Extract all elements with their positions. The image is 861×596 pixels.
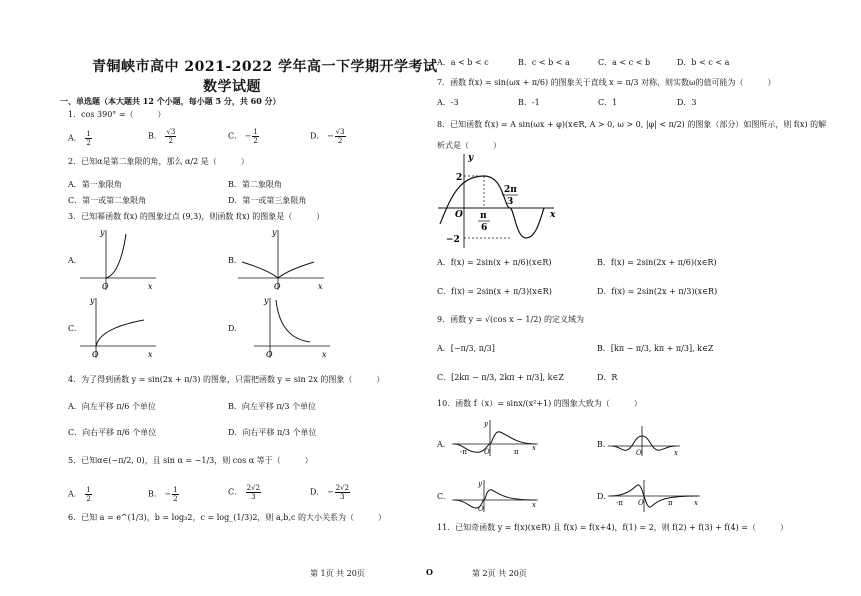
q10-graph-d bbox=[608, 478, 704, 514]
q8-label-o: O bbox=[455, 210, 463, 220]
q10-graph-c bbox=[452, 478, 544, 514]
q11-stem: 11．已知奇函数 y = f(x)(x∈R) 且 f(x) = f(x+4)，f(1) = 2，则 f(2) + f(3) + f(4) =（ ） bbox=[437, 523, 788, 532]
footer-page-right: 第 2页 共 20页 bbox=[472, 569, 527, 578]
q2-option-d: D．第一或第三象限角 bbox=[228, 196, 307, 205]
svg-text:O: O bbox=[484, 448, 490, 456]
svg-text:x: x bbox=[694, 499, 698, 507]
svg-text:x: x bbox=[318, 282, 323, 291]
q7-option-c: C．1 bbox=[598, 98, 618, 107]
q5-stem: 5．已知α∈(−π/2, 0)，且 sin α = −1/3，则 cos α 等于（ ） bbox=[68, 456, 313, 465]
q10-stem: 10．函数 f（x）= sinx/(x²+1) 的图象大致为（ ） bbox=[437, 399, 642, 408]
svg-text:O: O bbox=[92, 350, 99, 359]
svg-text:O: O bbox=[636, 449, 642, 457]
q8-stem-cont: 析式是（ ） bbox=[437, 141, 501, 150]
q3-option-c: C. bbox=[68, 324, 77, 333]
q8-sine-graph bbox=[436, 150, 566, 250]
q5-option-b: B． − $\frac{1}{2}$ bbox=[148, 486, 178, 503]
q7-stem: 7．函数 f(x) = sin(ωx + π/6) 的图象关于直线 x = π/3 对称，则实数ω的值可能为（ ） bbox=[437, 78, 776, 87]
svg-text:O: O bbox=[102, 282, 109, 291]
q9-option-b: B．[kπ − π/3, kπ + π/3], k∈Z bbox=[597, 344, 714, 353]
q8-label-x: x bbox=[550, 210, 556, 220]
svg-text:π: π bbox=[668, 499, 673, 507]
svg-text:π: π bbox=[514, 448, 519, 456]
q3-option-d: D. bbox=[228, 324, 237, 333]
svg-text:x: x bbox=[532, 501, 536, 509]
q2-stem: 2．已知α是第二象限的角，那么 α/2 是（ ） bbox=[68, 157, 249, 166]
svg-text:y: y bbox=[100, 228, 105, 237]
svg-text:O: O bbox=[478, 505, 484, 513]
svg-text:-π: -π bbox=[616, 499, 623, 507]
q8-label-3: 3 bbox=[507, 197, 514, 207]
q8-option-c: C．f(x) = 2sin(x + π/3)(x∈R) bbox=[437, 287, 552, 296]
q8-option-a: A．f(x) = 2sin(x + π/6)(x∈R) bbox=[437, 258, 552, 267]
svg-text:x: x bbox=[532, 444, 536, 452]
q4-option-c: C．向右平移 π/6 个单位 bbox=[68, 428, 157, 437]
q10-option-d: D. bbox=[597, 492, 606, 501]
q8-label-y: y bbox=[468, 153, 474, 163]
q5-option-a: A． $\frac{1}{2}$ bbox=[68, 486, 91, 503]
q7-option-a: A．-3 bbox=[437, 98, 459, 107]
q7-option-b: B．-1 bbox=[518, 98, 540, 107]
q3-graph-b bbox=[238, 226, 328, 292]
q4-option-b: B．向左平移 π/3 个单位 bbox=[228, 402, 317, 411]
q9-option-a: A．[−π/3, π/3] bbox=[437, 344, 495, 353]
exam-subtitle: 数学试题 bbox=[203, 79, 261, 95]
svg-text:-π: -π bbox=[460, 448, 467, 456]
q6-option-b: B．c < b < a bbox=[518, 58, 570, 67]
section-heading: 一、单选题（本大题共 12 个小题，每小题 5 分，共 60 分） bbox=[60, 96, 281, 106]
q8-label-neg2: −2 bbox=[446, 235, 460, 245]
q3-graph-c bbox=[80, 294, 160, 360]
q3-graph-a bbox=[80, 226, 160, 292]
q6-option-c: C．a < c < b bbox=[598, 58, 651, 67]
svg-text:y: y bbox=[484, 420, 488, 428]
binding-hole-mark: O bbox=[426, 567, 433, 577]
svg-text:y: y bbox=[272, 228, 277, 237]
q8-label-2pi: 2π bbox=[504, 185, 517, 195]
svg-text:x: x bbox=[674, 449, 678, 457]
q9-option-c: C．[2kπ − π/3, 2kπ + π/3], k∈Z bbox=[437, 373, 564, 382]
q1-option-b: B． $\frac{√3}{2}$ bbox=[148, 128, 176, 145]
exam-title: 青铜峡市高中 2021-2022 学年高一下学期开学考试 bbox=[92, 59, 438, 75]
svg-text:y: y bbox=[478, 480, 482, 488]
q4-option-d: D．向右平移 π/3 个单位 bbox=[228, 428, 317, 437]
footer-page-left: 第 1页 共 20页 bbox=[310, 569, 365, 578]
q4-option-a: A．向左平移 π/6 个单位 bbox=[68, 402, 156, 411]
q4-stem: 4．为了得到函数 y = sin(2x + π/3) 的图象，只需把函数 y = sin 2x 的图象（ ） bbox=[68, 375, 385, 384]
svg-text:x: x bbox=[322, 350, 327, 359]
q1-option-d: D． − $\frac{√3}{2}$ bbox=[310, 128, 345, 145]
q7-option-d: D．3 bbox=[677, 98, 697, 107]
q10-graph-b bbox=[608, 424, 684, 458]
q8-option-b: B．f(x) = 2sin(2x + π/6)(x∈R) bbox=[597, 258, 717, 267]
q6-option-a: A．a < b < c bbox=[437, 58, 489, 67]
q10-graph-a bbox=[452, 418, 544, 458]
q1-option-c: C． − $\frac{1}{2}$ bbox=[228, 128, 258, 145]
svg-text:y: y bbox=[264, 296, 269, 305]
svg-text:x: x bbox=[148, 282, 153, 291]
svg-text:O: O bbox=[638, 499, 644, 507]
q8-label-pi: π bbox=[480, 211, 487, 221]
q3-stem: 3．已知幂函数 f(x) 的图象过点 (9,3)，则函数 f(x) 的图象是（ ） bbox=[68, 212, 325, 221]
q10-option-c: C. bbox=[437, 492, 446, 501]
q5-option-d: D． − $\frac{2√2}{3}$ bbox=[310, 484, 350, 501]
q9-option-d: D．R bbox=[597, 373, 618, 382]
q10-option-a: A. bbox=[437, 440, 446, 449]
svg-text:x: x bbox=[148, 350, 153, 359]
q9-stem: 9．函数 y = √(cos x − 1/2) 的定义域为 bbox=[437, 315, 584, 324]
q2-option-a: A．第一象限角 bbox=[68, 180, 122, 189]
q3-option-b: B. bbox=[228, 256, 237, 265]
svg-text:y: y bbox=[90, 296, 95, 305]
q2-option-b: B．第二象限角 bbox=[228, 180, 282, 189]
q10-option-b: B. bbox=[597, 440, 606, 449]
q2-option-c: C．第一或第二象限角 bbox=[68, 196, 147, 205]
q3-graph-d bbox=[254, 294, 334, 360]
q1-option-a: A． $\frac{1}{2}$ bbox=[68, 130, 91, 147]
q8-label-6: 6 bbox=[481, 223, 488, 233]
q8-option-d: D．f(x) = 2sin(2x + π/3)(x∈R) bbox=[597, 287, 718, 296]
q8-stem: 8．已知函数 f(x) = A sin(ωx + φ)(x∈R, A > 0, ω > 0, |φ| < π/2) 的图象（部分）如图所示，则 f(x) 的解 bbox=[437, 120, 827, 129]
q1-stem: 1．cos 390° =（ ） bbox=[68, 110, 166, 119]
q3-option-a: A. bbox=[68, 256, 77, 265]
svg-text:O: O bbox=[274, 282, 281, 291]
svg-text:O: O bbox=[266, 350, 273, 359]
q5-option-c: C． $\frac{2√2}{3}$ bbox=[228, 484, 261, 501]
q6-option-d: D．b < c < a bbox=[677, 58, 730, 67]
q8-label-2: 2 bbox=[456, 173, 463, 183]
q6-stem: 6．已知 a = e^(1/3)，b = log₃2，c = log_(1/3)2，则 a,b,c 的大小关系为（ ） bbox=[68, 513, 386, 522]
